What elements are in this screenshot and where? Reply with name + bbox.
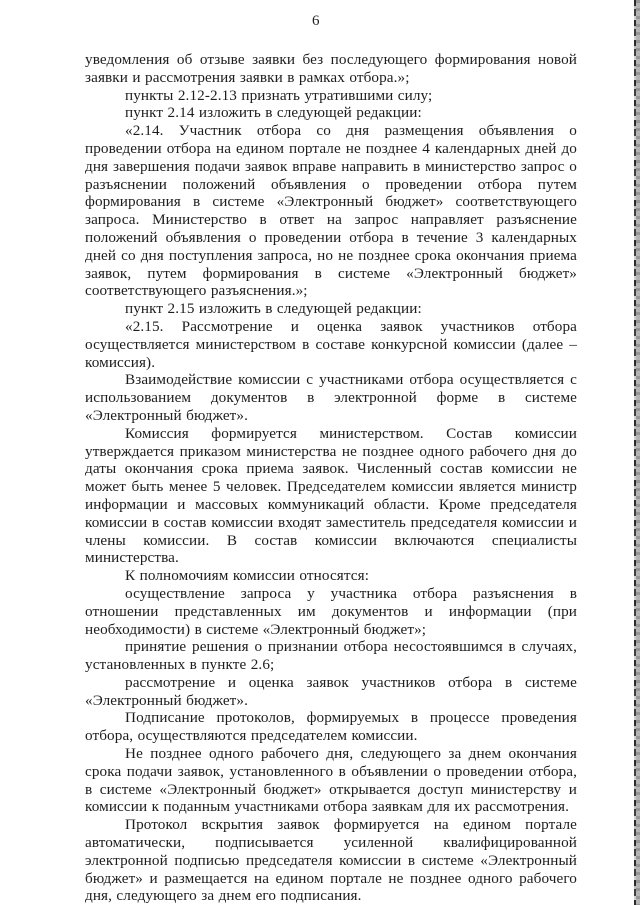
paragraph: Взаимодействие комиссии с участниками отбора осуществляется с использованием документов в электронной форме в системе «Электронный бюджет». — [85, 371, 577, 424]
paragraph: пункты 2.12-2.13 признать утратившими силу; — [125, 86, 433, 104]
paragraph: К полномочиям комиссии относятся: — [125, 567, 370, 585]
paragraph: осуществление запроса у участника отбора разъяснения в отношении представленных им документов и информации (при необходимости) в системе «Электронный бюджет»; — [85, 584, 577, 638]
paragraph: пункт 2.15 изложить в следующей редакции: — [125, 300, 422, 318]
paragraph: Не позднее одного рабочего дня, следующего за днем окончания срока подачи заявок, установленного в объявлении о проведении отбора, в системе «Электронный бюджет» открывается доступ министерству и комиссии к поданным участниками отбора заявкам для их рассмотрения. — [85, 745, 577, 816]
scan-edge-artifact — [634, 0, 640, 905]
scan-edge-gray-strip — [636, 0, 640, 905]
paragraph: уведомления об отзыве заявки без последующего формирования новой заявки и рассмотрения заявки в рамках отбора.»; — [85, 51, 577, 86]
paragraph: принятие решения о признании отбора несостоявшимся в случаях, установленных в пункте 2.6; — [85, 638, 577, 674]
paragraph: «2.14. Участник отбора со дня размещения объявления о проведении отбора на едином портале не позднее 4 календарных дней до дня завершения подачи заявок вправе направить в министерство запрос о разъяснении положений объявления о проведении отбора путем формирования в системе «Электронный бюджет» соответствующего запроса. Министерство в ответ на запрос направляет разъяснение положений объявления о проведении отбора в течение 3 календарных дней со дня поступления запроса, но не позднее срока окончания приема заявок, путем формирования в системе «Электронный бюджет» соответствующего разъяснения.»; — [85, 122, 577, 300]
paragraph: пункт 2.14 изложить в следующей редакции: — [125, 104, 422, 122]
document-body — [85, 51, 577, 905]
paragraph: Протокол вскрытия заявок формируется на едином портале автоматически, подписывается усиленной квалифицированной электронной подписью председателя комиссии в системе «Электронный бюджет» и размещается на едином портале не позднее одного рабочего дня, следующего за днем его подписания. — [85, 816, 577, 905]
paragraph: Подписание протоколов, формируемых в процессе проведения отбора, осуществляются председателем комиссии. — [85, 709, 577, 745]
paragraph: «2.15. Рассмотрение и оценка заявок участников отбора осуществляется министерством в составе конкурсной комиссии (далее – комиссия). — [85, 317, 577, 371]
page-number: 6 — [312, 13, 320, 29]
paragraph: Комиссия формируется министерством. Состав комиссии утверждается приказом министерства не позднее одного рабочего дня до даты окончания срока приема заявок. Численный состав комиссии не может быть менее 5 человек. Председателем комиссии является министр информации и массовых коммуникаций области. Кроме председателя комиссии в состав комиссии входят заместитель председателя комиссии и члены комиссии. В состав комиссии включаются специалисты министерства. — [85, 424, 577, 567]
paragraph: рассмотрение и оценка заявок участников отбора в системе «Электронный бюджет». — [85, 673, 577, 709]
